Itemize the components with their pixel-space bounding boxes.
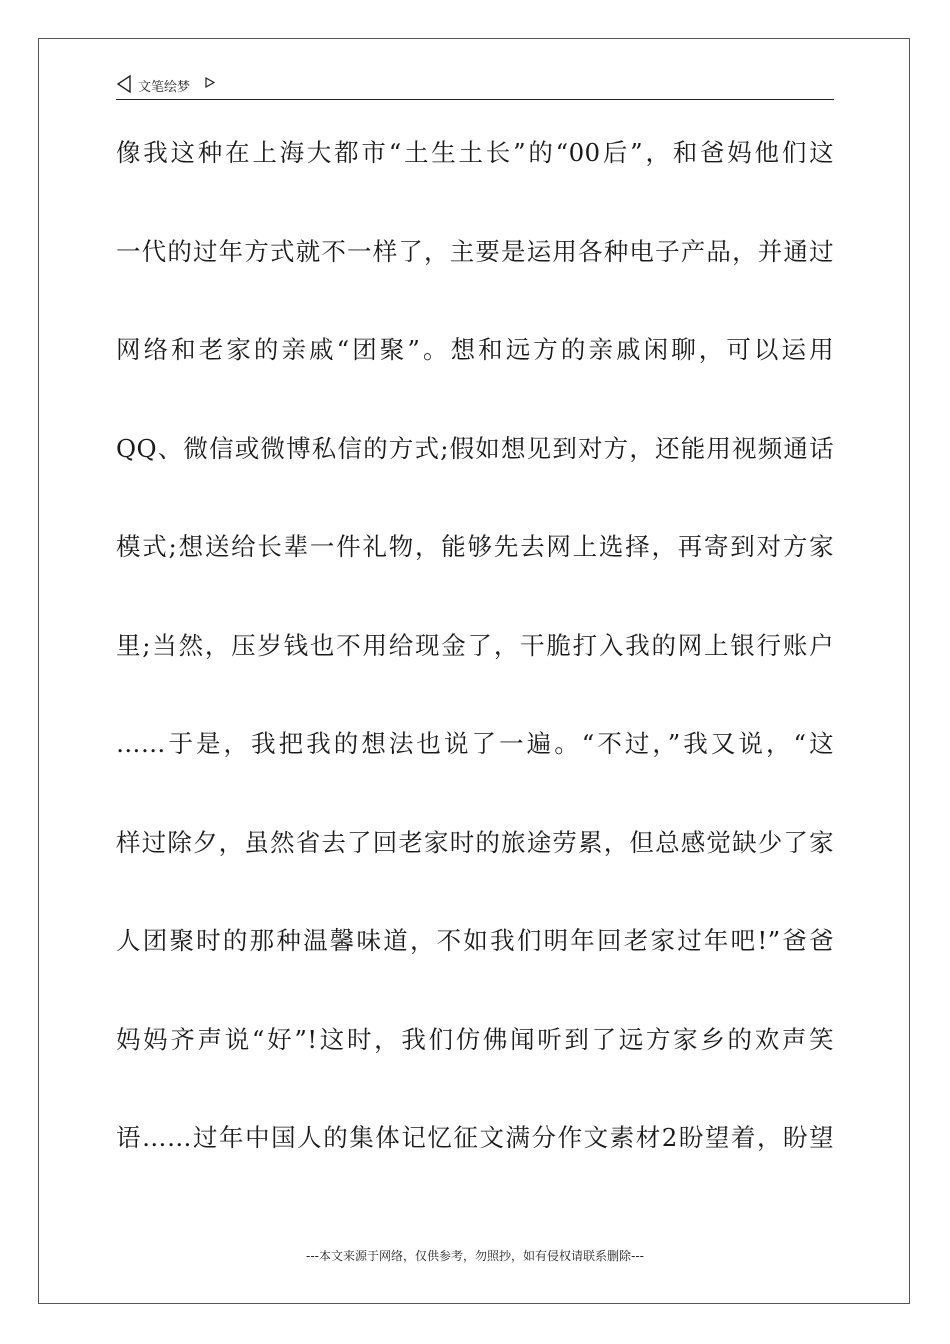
document-body (116, 132, 834, 1216)
text-line: 网络和老家的亲戚“团聚”。想和远方的亲戚闲聊，可以运用 (116, 335, 834, 364)
triangle-left-icon (116, 75, 132, 93)
text-line: 人团聚时的那种温馨味道，不如我们明年回老家过年吧!”爸爸 (116, 926, 834, 955)
text-line: ……于是，我把我的想法也说了一遍。“不过，”我又说，“这 (116, 729, 834, 758)
text-line: 妈妈齐声说“好”!这时，我们仿佛闻听到了远方家乡的欢声笑 (116, 1024, 834, 1054)
header-brand: 文笔绘梦 (138, 80, 191, 95)
text-line: 模式;想送给长辈一件礼物，能够先去网上选择，再寄到对方家 (116, 532, 834, 561)
text-line: 一代的过年方式就不一样了，主要是运用各种电子产品，并通过 (116, 236, 834, 266)
text-line: QQ、微信或微博私信的方式;假如想见到对方，还能用视频通话 (116, 433, 834, 463)
text-line: 里;当然，压岁钱也不用给现金了，干脆打入我的网上银行账户 (116, 630, 834, 660)
footer-disclaimer: ---本文来源于网络，仅供参考，勿照抄，如有侵权请联系删除--- (306, 1249, 644, 1263)
page-header (116, 73, 834, 100)
text-line: 样过除夕，虽然省去了回老家时的旅途劳累，但总感觉缺少了家 (116, 827, 834, 857)
text-line: 语……过年中国人的集体记忆征文满分作文素材2盼望着，盼望 (116, 1123, 834, 1152)
text-line: 像我这种在上海大都市“土生土长”的“00后”，和爸妈他们这 (116, 138, 834, 167)
triangle-right-icon (205, 77, 215, 88)
